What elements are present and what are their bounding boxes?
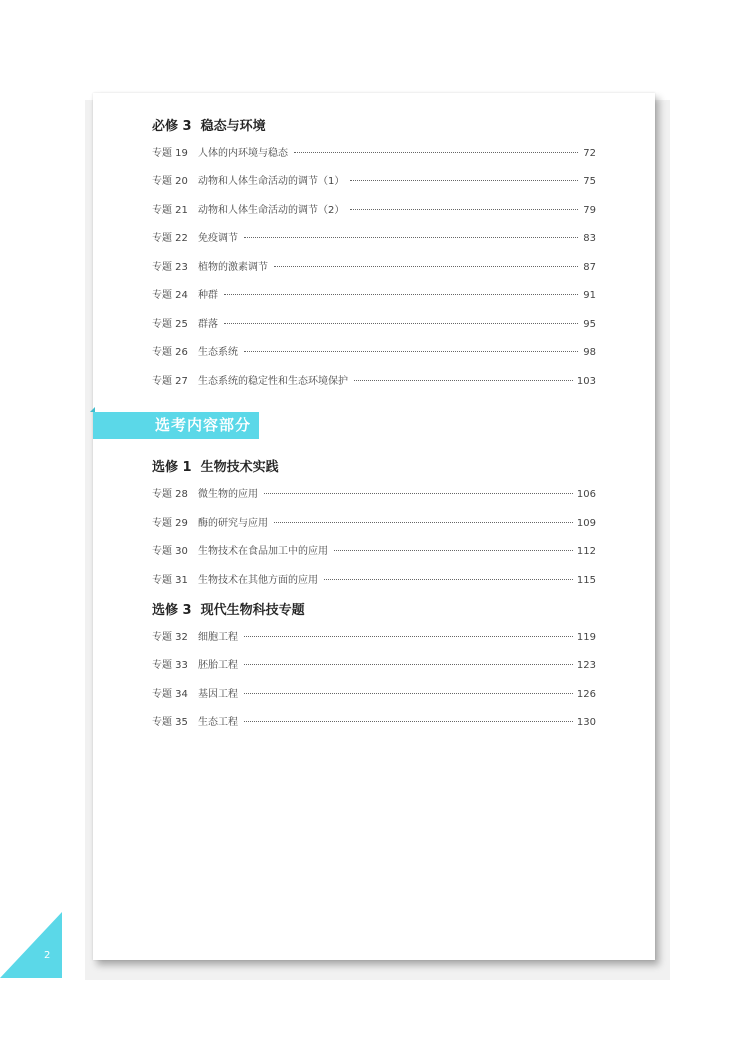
topic-number: 专题 31 [152,575,188,586]
toc-entry[interactable] [152,258,596,274]
topic-title: 种群 [198,290,218,301]
topic-number: 专题 23 [152,262,188,273]
toc-entry[interactable] [152,372,596,388]
toc-entry[interactable] [152,485,596,501]
dot-leader [324,578,573,580]
page-ref: 83 [583,233,596,244]
dot-leader [354,379,573,381]
toc-entry[interactable] [152,656,596,672]
topic-number: 专题 26 [152,347,188,358]
section-heading-xuanxiu1 [152,456,279,475]
toc-entry[interactable] [152,201,596,217]
topic-number: 专题 22 [152,233,188,244]
topic-number: 专题 33 [152,660,188,671]
dot-leader [224,322,578,324]
topic-title: 动物和人体生命活动的调节（2） [198,205,345,216]
page-ref: 75 [583,176,596,187]
topic-title: 细胞工程 [198,632,238,643]
topic-title: 生态系统的稳定性和生态环境保护 [198,376,348,387]
topic-title: 免疫调节 [198,233,238,244]
topic-number: 专题 35 [152,717,188,728]
dot-leader [244,663,573,665]
topic-title: 动物和人体生命活动的调节（1） [198,176,345,187]
dot-leader [224,293,578,295]
page-ref: 123 [576,660,596,671]
page-ref: 119 [576,632,596,643]
page-number: 2 [44,950,51,961]
topic-title: 人体的内环境与稳态 [198,148,288,159]
topic-number: 专题 21 [152,205,188,216]
toc-entry[interactable] [152,286,596,302]
toc-entry[interactable] [152,571,596,587]
topic-title: 群落 [198,319,218,330]
page-ref: 109 [576,518,596,529]
topic-title: 生物技术在食品加工中的应用 [198,546,328,557]
page-ref: 103 [576,376,596,387]
page-corner-tab [0,912,62,978]
topic-number: 专题 30 [152,546,188,557]
dot-leader [244,236,578,238]
page-ref: 112 [576,546,596,557]
topic-title: 生态工程 [198,717,238,728]
toc-entry[interactable] [152,542,596,558]
page-ref: 95 [583,319,596,330]
section-heading-xuanxiu3 [152,599,305,618]
section-name: 现代生物科技专题 [200,603,305,618]
section-label: 选修 3 [152,603,192,618]
dot-leader [244,692,573,694]
topic-title: 胚胎工程 [198,660,238,671]
page-ref: 130 [576,717,596,728]
topic-number: 专题 32 [152,632,188,643]
section-heading-bixiu3 [152,115,266,134]
dot-leader [274,521,573,523]
topic-title: 微生物的应用 [198,489,258,500]
dot-leader [334,549,573,551]
dot-leader [244,350,578,352]
section-label: 选修 1 [152,460,192,475]
topic-number: 专题 27 [152,376,188,387]
topic-number: 专题 29 [152,518,188,529]
dot-leader [274,265,578,267]
toc-entry[interactable] [152,628,596,644]
topic-title: 植物的激素调节 [198,262,268,273]
page-ref: 72 [583,148,596,159]
dot-leader [244,635,573,637]
topic-title: 基因工程 [198,689,238,700]
dot-leader [294,151,578,153]
document-page [93,93,655,960]
section-name: 生物技术实践 [200,460,279,475]
toc-entry[interactable] [152,172,596,188]
page-ref: 106 [576,489,596,500]
toc-entry[interactable] [152,514,596,530]
topic-title: 生态系统 [198,347,238,358]
section-label: 必修 3 [152,119,192,134]
dot-leader [350,208,578,210]
toc-entry[interactable] [152,685,596,701]
section-name: 稳态与环境 [200,119,266,134]
elective-section-banner: 选考内容部分 [93,412,259,439]
dot-leader [264,492,573,494]
topic-title: 生物技术在其他方面的应用 [198,575,318,586]
toc-entry[interactable] [152,315,596,331]
page-ref: 115 [576,575,596,586]
toc-entry[interactable] [152,343,596,359]
topic-title: 酶的研究与应用 [198,518,268,529]
topic-number: 专题 28 [152,489,188,500]
topic-number: 专题 34 [152,689,188,700]
page-ref: 87 [583,262,596,273]
toc-entry[interactable] [152,713,596,729]
topic-number: 专题 25 [152,319,188,330]
dot-leader [350,179,578,181]
page-ref: 98 [583,347,596,358]
page-ref: 79 [583,205,596,216]
topic-number: 专题 20 [152,176,188,187]
topic-number: 专题 24 [152,290,188,301]
page-ref: 126 [576,689,596,700]
toc-entry[interactable] [152,229,596,245]
toc-entry[interactable] [152,144,596,160]
dot-leader [244,720,573,722]
topic-number: 专题 19 [152,148,188,159]
page-ref: 91 [583,290,596,301]
